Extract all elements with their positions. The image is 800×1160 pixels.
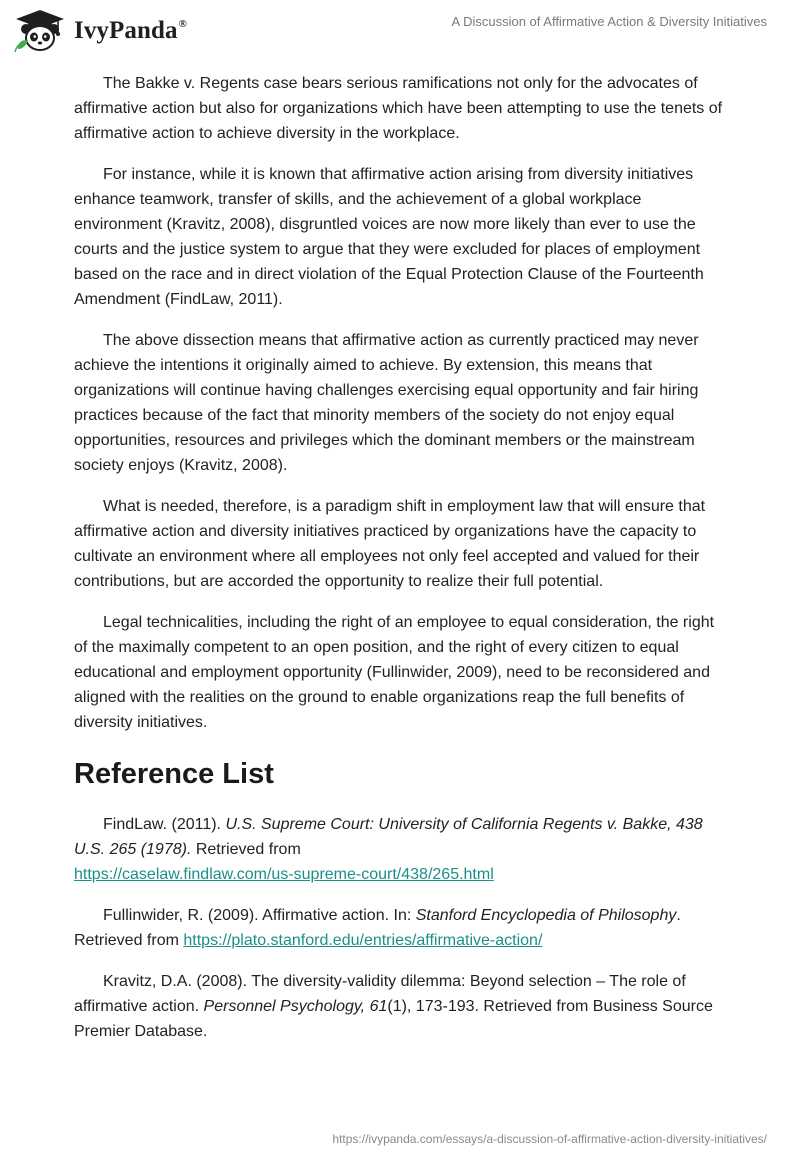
- document-title: A Discussion of Affirmative Action & Diversity Initiatives: [451, 14, 767, 29]
- brand-name: IvyPanda®: [74, 17, 187, 44]
- paragraph-5: Legal technicalities, including the right of an employee to equal consideration, the right of the maximally competent to an open position, and the right of every citizen to equal educational and employment opportunity (Fullinwider, 2009), need to be reconsidered and aligned with the realities on the ground to enable organizations reap the full benefits of diversity initiatives.: [74, 614, 715, 731]
- paragraph-1: The Bakke v. Regents case bears serious ramifications not only for the advocates of affirmative action but also for organizations which have been attempting to use the tenets of affirmative action to achieve diversity in the workplace.: [74, 75, 723, 142]
- footer-url: https://ivypanda.com/essays/a-discussion-of-affirmative-action-diversity-initiatives/: [332, 1132, 767, 1146]
- reference-list-heading: Reference List: [74, 758, 274, 790]
- paragraph-2: For instance, while it is known that affirmative action arising from diversity initiatives enhance teamwork, transfer of skills, and the achievement of a global workplace environment (Kravitz, 2008), disgruntled voices are now more likely than ever to use the courts and the justice system to argue that they were excluded for places of employment based on the race and in direct violation of the Equal Protection Clause of the Fourteenth Amendment (FindLaw, 2011).: [74, 166, 704, 308]
- reference-kravitz: Kravitz, D.A. (2008). The diversity-validity dilemma: Beyond selection – The role of affirmative action. Personnel Psychology, 61(1), 173-193. Retrieved from Business Source Premier Database.: [74, 973, 713, 1040]
- findlaw-link[interactable]: https://caselaw.findlaw.com/us-supreme-court/438/265.html: [74, 866, 494, 883]
- paragraph-4: What is needed, therefore, is a paradigm shift in employment law that will ensure that affirmative action and diversity initiatives practiced by organizations have the capacity to cultivate an environment where all employees not only feel accepted and valued for their contributions, but are accorded the opportunity to realize their full potential.: [74, 498, 706, 590]
- page-header: [0, 0, 800, 66]
- reference-findlaw: FindLaw. (2011). U.S. Supreme Court: University of California Regents v. Bakke, 438 U.S. 265 (1978). Retrieved from https://caselaw.findlaw.com/us-supreme-court/438/265.html: [74, 816, 703, 883]
- stanford-link[interactable]: https://plato.stanford.edu/entries/affirmative-action/: [183, 932, 543, 949]
- essay-content: [74, 71, 726, 1060]
- ivypanda-logo[interactable]: [12, 9, 187, 53]
- reference-fullinwider: Fullinwider, R. (2009). Affirmative action. In: Stanford Encyclopedia of Philosophy. Retrieved from https://plato.stanford.edu/entries/affirmative-action/: [74, 907, 681, 949]
- panda-graduate-icon: [12, 9, 68, 53]
- paragraph-3: The above dissection means that affirmative action as currently practiced may never achieve the intentions it originally aimed to achieve. By extension, this means that organizations will continue having challenges exercising equal opportunity and fair hiring practices because of the fact that minority members of the society do not enjoy equal opportunities, resources and privileges which the dominant members or the mainstream society enjoys (Kravitz, 2008).: [74, 332, 699, 474]
